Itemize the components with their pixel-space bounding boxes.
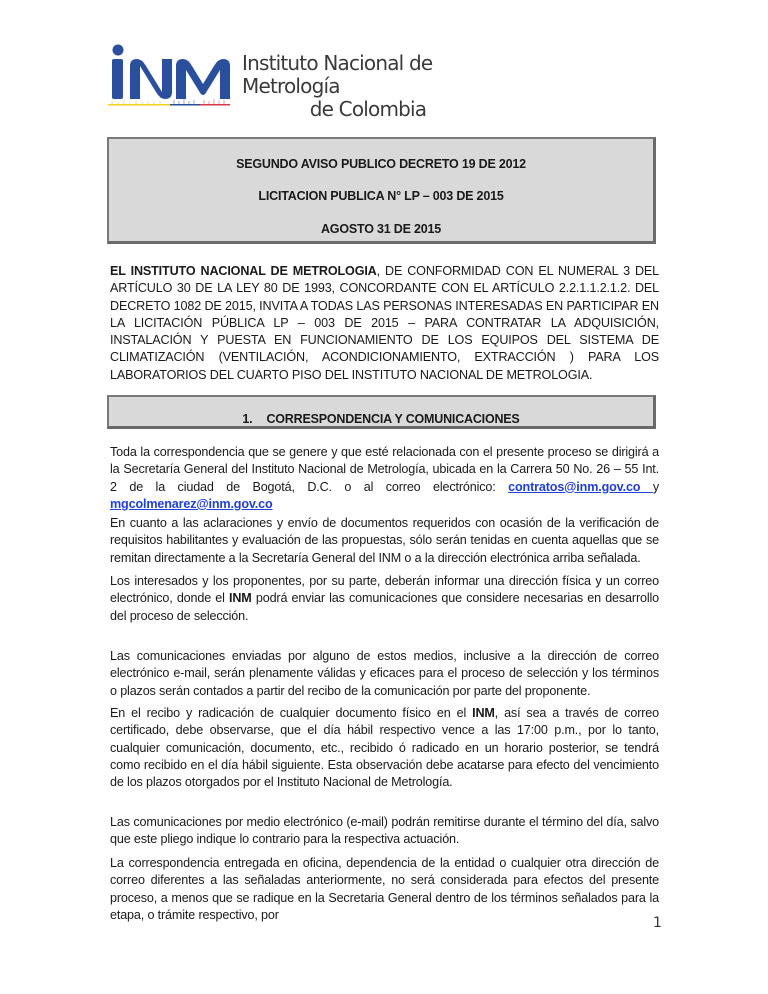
- intro-paragraph: [110, 263, 659, 384]
- paragraph-physical-documents: [110, 705, 659, 791]
- notice-title: SEGUNDO AVISO PUBLICO DECRETO 19 DE 2012: [236, 157, 526, 171]
- intro-bold-lead: EL INSTITUTO NACIONAL DE METROLOGIA: [110, 264, 377, 278]
- inm-bold: INM: [472, 706, 495, 720]
- inm-logo-mark-icon: [106, 44, 234, 108]
- paragraph-text: , así sea a través de correo certificado, debe observarse, que el día hábil respectivo vence a las 17:00 p.m., por lo tanto, cualquier comunicación, documento, etc., recibido ó radicado en un horario posterior, se tendrá como recibido en el día hábil siguiente. Esta observación debe acatarse para efecto del vencimiento de los plazos otorgados por el Instituto Nacional de Metrología.: [110, 706, 659, 790]
- joiner-text: y: [652, 479, 659, 494]
- paragraph-clarifications: En cuanto a las aclaraciones y envío de documentos requeridos con ocasión de la verificación de requisitos habilitantes y evaluación de las propuestas, sólo serán tenidas en cuenta aquellas que se remitan directamente a la Secretaría General del INM o a la dirección electrónica arriba señalada.: [110, 516, 659, 565]
- paragraph-interested-parties: [110, 573, 659, 625]
- paragraph-email-communications: Las comunicaciones por medio electrónico (e-mail) podrán remitirse durante el término del día, salvo que este pliego indique lo contrario para la respectiva actuación.: [110, 815, 659, 847]
- paragraph-text: Toda la correspondencia que se genere y que esté relacionada con el presente proceso se dirigirá a la Secretaría General del Instituto Nacional de Metrología, ubicada en la Carrera 50 No. 26 – 55 Int. 2 de la ciudad de Bogotá, D.C. o al correo electrónico:: [110, 445, 659, 494]
- institute-name: [242, 52, 506, 121]
- email-link-contratos[interactable]: contratos@inm.gov.co: [508, 479, 653, 494]
- section-title-text: CORRESPONDENCIA Y COMUNICACIONES: [266, 412, 520, 426]
- paragraph-correspondence: [110, 444, 659, 513]
- institute-name-line2: de Colombia: [309, 97, 427, 121]
- institute-name-line1: Instituto Nacional de Metrología: [242, 51, 433, 98]
- inm-bold: INM: [229, 591, 252, 606]
- inm-logo: [106, 44, 506, 121]
- paragraph-text: En el recibo y radicación de cualquier documento físico en el: [110, 706, 473, 720]
- paragraph-text: podrá enviar las comunicaciones que considere necesarias en desarrollo del proceso de selección.: [110, 591, 659, 623]
- paragraph-communications-validity: Las comunicaciones enviadas por alguno de estos medios, inclusive a la dirección de correo electrónico e-mail, serán plenamente válidas y eficaces para el proceso de selección y los términos o plazos serán contados a partir del recibo de la comunicación por parte del proponente.: [110, 649, 659, 698]
- page-number: 1: [653, 915, 662, 931]
- section-header-box: [107, 395, 656, 429]
- email-link-mgcolmenarez[interactable]: mgcolmenarez@inm.gov.co: [110, 496, 273, 511]
- paragraph-office-correspondence: La correspondencia entregada en oficina, dependencia de la entidad o cualquier otra dirección de correo diferentes a las señaladas anteriormente, no será considerada para efectos del presente proceso, a menos que se radique en la Secretaria General dentro de los términos señalados para la etapa, o trámite respectivo, por: [110, 856, 659, 922]
- paragraph-text: Los interesados y los proponentes, por su parte, deberán informar una dirección física y un correo electrónico, donde el: [110, 574, 659, 606]
- notice-title-box: [107, 137, 656, 244]
- section-title: [109, 412, 653, 426]
- notice-date: AGOSTO 31 DE 2015: [320, 222, 442, 236]
- intro-text: , DE CONFORMIDAD CON EL NUMERAL 3 DEL ARTÍCULO 30 DE LA LEY 80 DE 1993, CONCORDANTE CON EL ARTÍCULO 2.2.1.1.2.1.2. DEL DECRETO 1082 DE 2015, INVITA A TODAS LAS PERSONAS INTERESADAS EN PARTICIPAR EN LA LICITACIÓN PÚBLICA LP – 003 DE 2015 – PARA CONTRATAR LA ADQUISICIÓN, INSTALACIÓN Y PUESTA EN FUNCIONAMIENTO DE LOS EQUIPOS DEL SISTEMA DE CLIMATIZACIÓN (VENTILACIÓN, ACONDICIONAMIENTO, EXTRACCIÓN ) PARA LOS LABORATORIOS DEL CUARTO PISO DEL INSTITUTO NACIONAL DE METROLOGIA.: [110, 264, 659, 382]
- tender-number: LICITACION PUBLICA N° LP – 003 DE 2015: [258, 189, 504, 203]
- section-number: 1.: [242, 412, 253, 426]
